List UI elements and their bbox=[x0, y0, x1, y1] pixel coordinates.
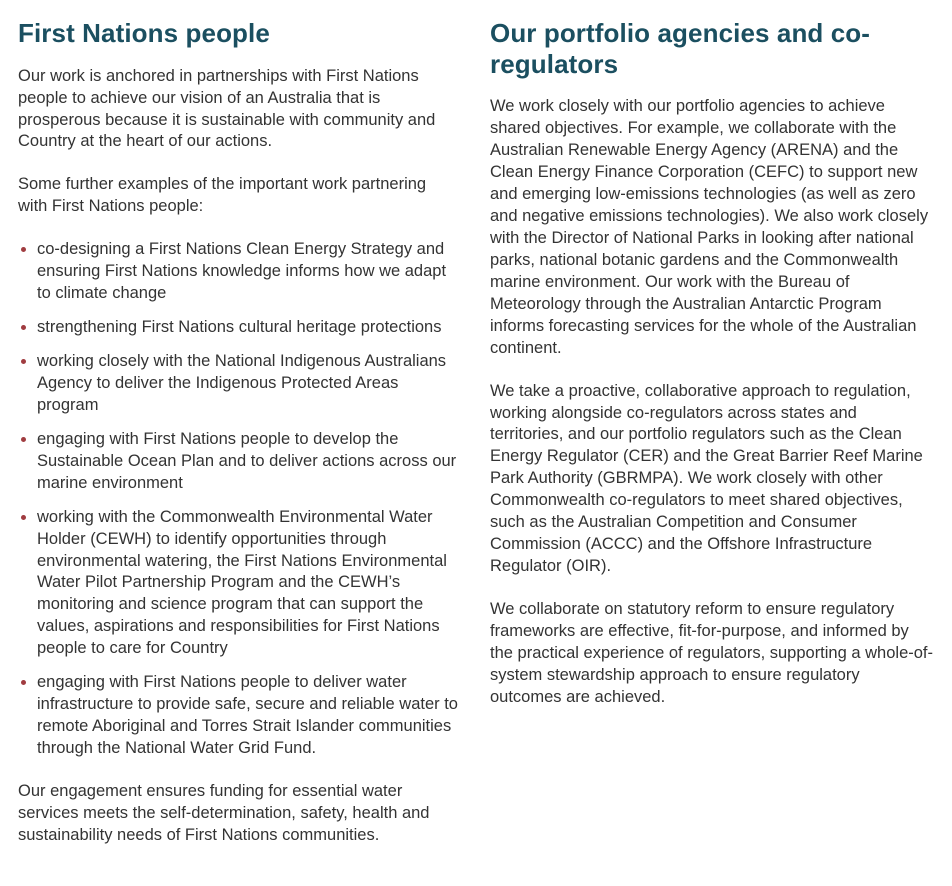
right-column bbox=[490, 18, 934, 880]
list-item bbox=[18, 429, 458, 495]
list-item bbox=[18, 317, 458, 339]
bullet-icon bbox=[21, 680, 26, 685]
list-item bbox=[18, 672, 458, 760]
bullet-icon bbox=[21, 247, 26, 252]
bullet-text: strengthening First Nations cultural heritage protections bbox=[37, 318, 442, 337]
bullet-icon bbox=[21, 437, 26, 442]
left-intro-paragraph-2: Some further examples of the important work partnering with First Nations people: bbox=[18, 175, 427, 216]
bullet-icon bbox=[21, 359, 26, 364]
left-closing-paragraph: Our engagement ensures funding for essential water services meets the self-determination, safety, health and sustainability needs of First Nations communities. bbox=[18, 781, 430, 844]
list-item bbox=[18, 239, 458, 305]
bullet-icon bbox=[21, 325, 26, 330]
bullet-text: working with the Commonwealth Environmental Water Holder (CEWH) to identify opportunities through environmental watering, the First Nations Environmental Water Pilot Partnership Program and the CEWH’s monitoring and science program that can support the values, aspirations and responsibilities for First Nations people to care for Country bbox=[37, 507, 447, 658]
right-paragraph-1: We work closely with our portfolio agencies to achieve shared objectives. For example, we collaborate with the Australian Renewable Energy Agency (ARENA) and the Clean Energy Finance Corporation (CEFC) to support new and emerging low-emissions technologies (as well as zero and negative emissions technologies). We also work closely with the Director of National Parks in looking after national parks, national botanic gardens and the Commonwealth marine environment. Our work with the Bureau of Meteorology through the Australian Antarctic Program informs forecasting services for the whole of the Australian continent. bbox=[490, 97, 929, 357]
bullet-text: engaging with First Nations people to develop the Sustainable Ocean Plan and to deliver actions across our marine environment bbox=[37, 429, 457, 492]
right-paragraph-2: We take a proactive, collaborative approach to regulation, working alongside co-regulators across states and territories, and our portfolio regulators such as the Clean Energy Regulator (CER) and the Great Barrier Reef Marine Park Authority (GBRMPA). We work closely with other Commonwealth co-regulators to meet shared objectives, such as the Australian Competition and Consumer Commission (ACCC) and the Offshore Infrastructure Regulator (OIR). bbox=[490, 381, 923, 576]
left-intro-paragraph-1: Our work is anchored in partnerships with First Nations people to achieve our vision of an Australia that is prosperous because it is sustainable with community and Country at the heart of our actions. bbox=[18, 66, 436, 151]
left-section-heading: First Nations people bbox=[18, 18, 270, 48]
right-paragraph-3: We collaborate on statutory reform to ensure regulatory frameworks are effective, fit-for-purpose, and informed by the practical experience of regulators, supporting a whole-of-system stewardship approach to ensure regulatory outcomes are achieved. bbox=[490, 600, 933, 706]
bullet-icon bbox=[21, 515, 26, 520]
right-section-heading: Our portfolio agencies and co-regulators bbox=[490, 18, 871, 79]
list-item bbox=[18, 351, 458, 417]
left-column bbox=[18, 18, 458, 880]
bullet-list bbox=[18, 239, 458, 760]
list-item bbox=[18, 507, 458, 661]
bullet-text: working closely with the National Indigenous Australians Agency to deliver the Indigenous Protected Areas program bbox=[37, 352, 447, 414]
bullet-text: engaging with First Nations people to deliver water infrastructure to provide safe, secure and reliable water to remote Aboriginal and Torres Strait Islander communities through the National Water Grid Fund. bbox=[37, 673, 458, 758]
bullet-text: co-designing a First Nations Clean Energy Strategy and ensuring First Nations knowledge informs how we adapt to climate change bbox=[37, 240, 447, 303]
